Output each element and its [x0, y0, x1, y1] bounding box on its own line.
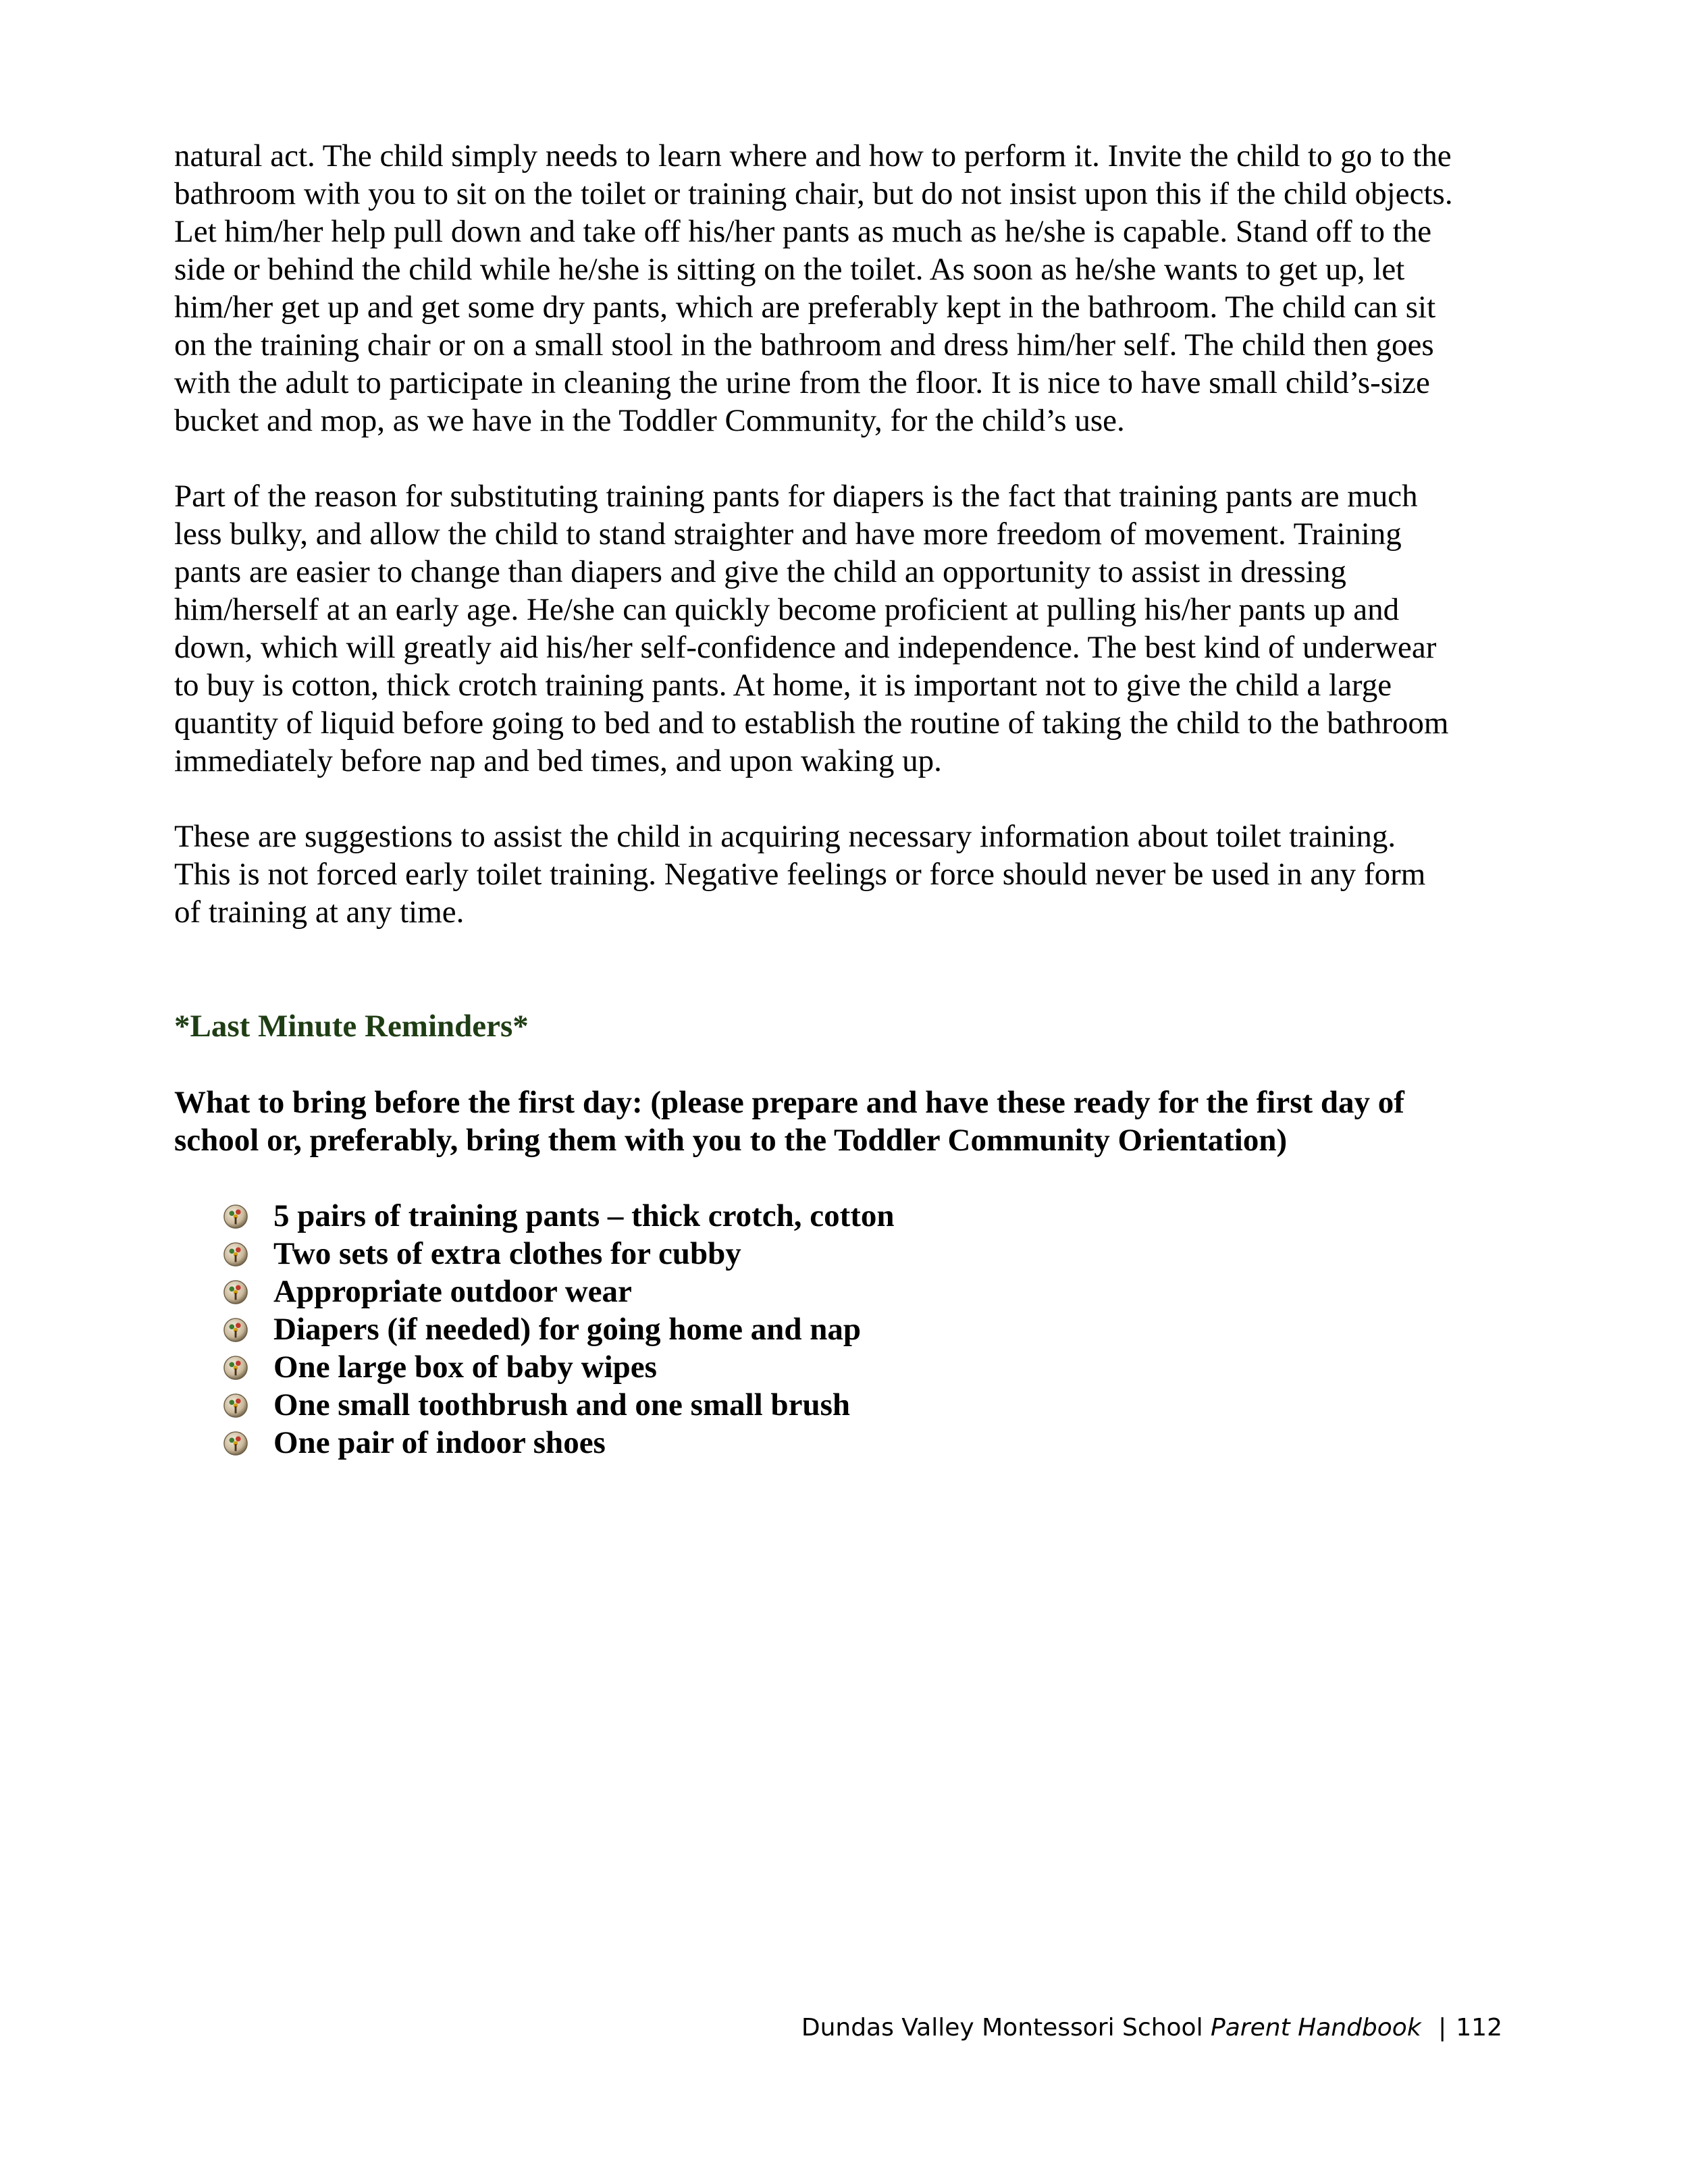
paragraph-line: Part of the reason for substituting training pants for diapers is the fact that training pants are much [174, 479, 1418, 514]
paragraph-line: Let him/her help pull down and take off his/her pants as much as he/she is capable. Stand off to the [174, 214, 1432, 249]
paragraph-line: on the training chair or on a small stool in the bathroom and dress him/her self. The child then goes [174, 327, 1434, 363]
paragraph-line: quantity of liquid before going to bed and to establish the routine of taking the child to the bathroom [174, 705, 1449, 741]
paragraph-line: bathroom with you to sit on the toilet or training chair, but do not insist upon this if the child objects. [174, 176, 1453, 211]
page-footer [801, 2013, 1502, 2043]
tree-emblem-icon [223, 1317, 248, 1343]
paragraph-line: with the adult to participate in cleaning the urine from the floor. It is nice to have small child’s-size [174, 365, 1430, 400]
paragraph-line: down, which will greatly aid his/her self-confidence and independence. The best kind of underwear [174, 630, 1437, 665]
paragraph-3 [174, 818, 1518, 931]
paragraph-line: less bulky, and allow the child to stand straighter and have more freedom of movement. Training [174, 516, 1402, 552]
tree-emblem-icon [223, 1242, 248, 1267]
list-item-label: One pair of indoor shoes [273, 1425, 606, 1460]
paragraph-line: him/herself at an early age. He/she can quickly become proficient at pulling his/her pants up and [174, 592, 1400, 627]
footer-separator: | [1438, 2014, 1447, 2042]
paragraph-line: bucket and mop, as we have in the Toddler Community, for the child’s use. [174, 403, 1125, 438]
paragraph-line: him/her get up and get some dry pants, which are preferably kept in the bathroom. The child can sit [174, 290, 1436, 325]
tree-emblem-icon [223, 1393, 248, 1418]
paragraph-1 [174, 137, 1518, 440]
list-item [223, 1386, 895, 1424]
tree-emblem-icon [223, 1279, 248, 1305]
list-item-label: Two sets of extra clothes for cubby [273, 1236, 741, 1271]
paragraph-line: immediately before nap and bed times, and upon waking up. [174, 743, 942, 778]
list-item-label: One small toothbrush and one small brush [273, 1387, 851, 1422]
list-item-label: One large box of baby wipes [273, 1350, 657, 1385]
checklist-intro-line: school or, preferably, bring them with you to the Toddler Community Orientation) [174, 1123, 1288, 1158]
page-number: 112 [1456, 2014, 1502, 2042]
paragraph-line: of training at any time. [174, 895, 465, 930]
tree-emblem-icon [223, 1355, 248, 1381]
list-item-label: 5 pairs of training pants – thick crotch, cotton [273, 1198, 895, 1233]
tree-emblem-icon [223, 1204, 248, 1229]
list-item [223, 1348, 895, 1386]
supply-checklist [223, 1197, 895, 1462]
list-item [223, 1310, 895, 1348]
list-item-label: Diapers (if needed) for going home and nap [273, 1312, 861, 1347]
paragraph-line: This is not forced early toilet training. Negative feelings or force should never be used in any form [174, 857, 1426, 892]
paragraph-line: to buy is cotton, thick crotch training pants. At home, it is important not to give the child a large [174, 668, 1392, 703]
list-item [223, 1197, 895, 1235]
checklist-intro [174, 1084, 1525, 1159]
section-heading: *Last Minute Reminders* [174, 1009, 529, 1044]
footer-school-name: Dundas Valley Montessori School [801, 2014, 1203, 2042]
paragraph-2 [174, 477, 1518, 780]
paragraph-line: These are suggestions to assist the child in acquiring necessary information about toilet training. [174, 819, 1396, 854]
footer-handbook-title: Parent Handbook [1211, 2014, 1421, 2042]
paragraph-line: natural act. The child simply needs to learn where and how to perform it. Invite the child to go to the [174, 138, 1452, 174]
list-item [223, 1273, 895, 1310]
list-item-label: Appropriate outdoor wear [273, 1274, 632, 1309]
tree-emblem-icon [223, 1431, 248, 1456]
paragraph-line: side or behind the child while he/she is sitting on the toilet. As soon as he/she wants to get up, let [174, 252, 1405, 287]
paragraph-line: pants are easier to change than diapers and give the child an opportunity to assist in dressing [174, 554, 1346, 589]
list-item [223, 1424, 895, 1462]
checklist-intro-line: What to bring before the first day: (please prepare and have these ready for the first day of [174, 1085, 1404, 1120]
list-item [223, 1235, 895, 1273]
